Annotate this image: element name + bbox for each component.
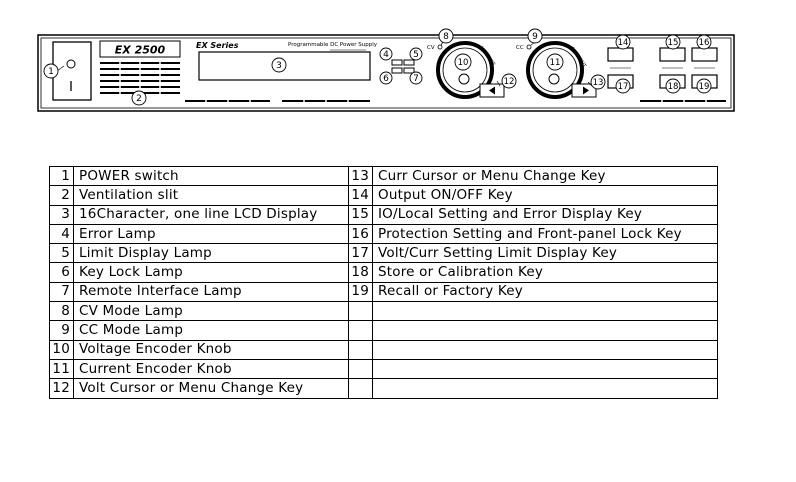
legend-number	[349, 302, 373, 321]
callout-6	[380, 72, 392, 84]
svg-text:8: 8	[443, 32, 449, 43]
legend-description: CV Mode Lamp	[74, 302, 349, 321]
svg-text:1: 1	[48, 67, 54, 78]
supply-label: Programmable DC Power Supply	[288, 42, 378, 48]
legend-description	[373, 359, 718, 378]
svg-text:15: 15	[667, 38, 679, 49]
legend-row	[50, 340, 718, 359]
callout-8	[439, 29, 453, 43]
legend-description: Protection Setting and Front-panel Lock Key	[373, 224, 718, 243]
callout-15	[666, 35, 680, 49]
legend-number: 16	[349, 224, 373, 243]
legend-description: Ventilation slit	[74, 186, 349, 205]
legend-description: Error Lamp	[74, 224, 349, 243]
svg-text:18: 18	[667, 82, 679, 93]
legend-number: 7	[50, 282, 74, 301]
cv-label: CV	[427, 45, 435, 51]
callout-3	[272, 58, 286, 72]
cv-lamp	[438, 45, 442, 49]
current-label: CURRENT	[568, 45, 588, 69]
legend-number: 17	[349, 244, 373, 263]
legend-description: Curr Cursor or Menu Change Key	[373, 167, 718, 186]
svg-text:4: 4	[383, 50, 389, 61]
series-label: EX Series	[196, 41, 239, 50]
legend-number: 3	[50, 205, 74, 224]
svg-text:7: 7	[413, 74, 419, 85]
svg-text:16: 16	[698, 38, 710, 49]
legend-number	[349, 321, 373, 340]
callout-1	[44, 64, 58, 78]
legend-number: 2	[50, 186, 74, 205]
legend-number: 18	[349, 263, 373, 282]
svg-text:13: 13	[592, 78, 604, 89]
svg-text:10: 10	[457, 58, 469, 69]
svg-text:11: 11	[549, 58, 561, 69]
legend-row	[50, 244, 718, 263]
legend-description	[373, 340, 718, 359]
legend-number: 12	[50, 379, 74, 398]
callout-9	[528, 29, 542, 43]
legend-number	[349, 359, 373, 378]
legend-description: Limit Display Lamp	[74, 244, 349, 263]
callout-11	[547, 54, 563, 70]
legend-row	[50, 205, 718, 224]
legend-description: Key Lock Lamp	[74, 263, 349, 282]
callout-19	[697, 79, 711, 93]
legend-number: 14	[349, 186, 373, 205]
legend-description: CC Mode Lamp	[74, 321, 349, 340]
legend-row	[50, 167, 718, 186]
power-switch	[53, 42, 91, 100]
legend-number	[349, 379, 373, 398]
callout-2	[132, 91, 146, 105]
legend-row	[50, 379, 718, 398]
legend-row	[50, 302, 718, 321]
callout-4	[380, 48, 392, 60]
legend-description: 16Character, one line LCD Display	[74, 205, 349, 224]
svg-text:2: 2	[136, 94, 142, 105]
legend-description: Voltage Encoder Knob	[74, 340, 349, 359]
svg-text:19: 19	[698, 82, 710, 93]
legend-number: 11	[50, 359, 74, 378]
callout-17	[616, 79, 630, 93]
legend-row	[50, 224, 718, 243]
legend-description: POWER switch	[74, 167, 349, 186]
legend-number: 10	[50, 340, 74, 359]
cc-lamp	[527, 45, 531, 49]
legend-description: Remote Interface Lamp	[74, 282, 349, 301]
svg-text:17: 17	[617, 82, 629, 93]
callout-18	[666, 79, 680, 93]
callout-14	[616, 35, 630, 49]
legend-number: 6	[50, 263, 74, 282]
cc-label: CC	[516, 45, 524, 51]
legend-description	[373, 302, 718, 321]
legend-description: Current Encoder Knob	[74, 359, 349, 378]
svg-text:5: 5	[413, 50, 419, 61]
legend-number: 19	[349, 282, 373, 301]
svg-text:6: 6	[383, 74, 389, 85]
legend-description: Store or Calibration Key	[373, 263, 718, 282]
legend-description: Volt Cursor or Menu Change Key	[74, 379, 349, 398]
front-panel-diagram	[0, 0, 796, 140]
legend-number: 5	[50, 244, 74, 263]
legend-description: IO/Local Setting and Error Display Key	[373, 205, 718, 224]
legend-row	[50, 282, 718, 301]
legend-description: Volt/Curr Setting Limit Display Key	[373, 244, 718, 263]
legend-row	[50, 186, 718, 205]
legend-table	[49, 166, 718, 399]
svg-text:12: 12	[503, 77, 515, 88]
callout-10	[455, 54, 471, 70]
model-label: EX 2500	[114, 43, 166, 57]
legend-description: Recall or Factory Key	[373, 282, 718, 301]
svg-text:9: 9	[532, 32, 538, 43]
callout-13	[591, 75, 605, 89]
svg-text:14: 14	[617, 38, 629, 49]
legend-row	[50, 321, 718, 340]
callout-5	[410, 48, 422, 60]
callout-7	[410, 72, 422, 84]
legend-number: 4	[50, 224, 74, 243]
svg-text:3: 3	[276, 61, 282, 72]
legend-number	[349, 340, 373, 359]
legend-row	[50, 359, 718, 378]
legend-number: 9	[50, 321, 74, 340]
legend-number: 8	[50, 302, 74, 321]
legend-number: 13	[349, 167, 373, 186]
callout-16	[697, 35, 711, 49]
voltage-label: VOLTAGE	[478, 45, 497, 68]
legend-description	[373, 321, 718, 340]
legend-description: Output ON/OFF Key	[373, 186, 718, 205]
legend-number: 15	[349, 205, 373, 224]
callout-12	[502, 74, 516, 88]
legend-row	[50, 263, 718, 282]
legend-number: 1	[50, 167, 74, 186]
legend-description	[373, 379, 718, 398]
